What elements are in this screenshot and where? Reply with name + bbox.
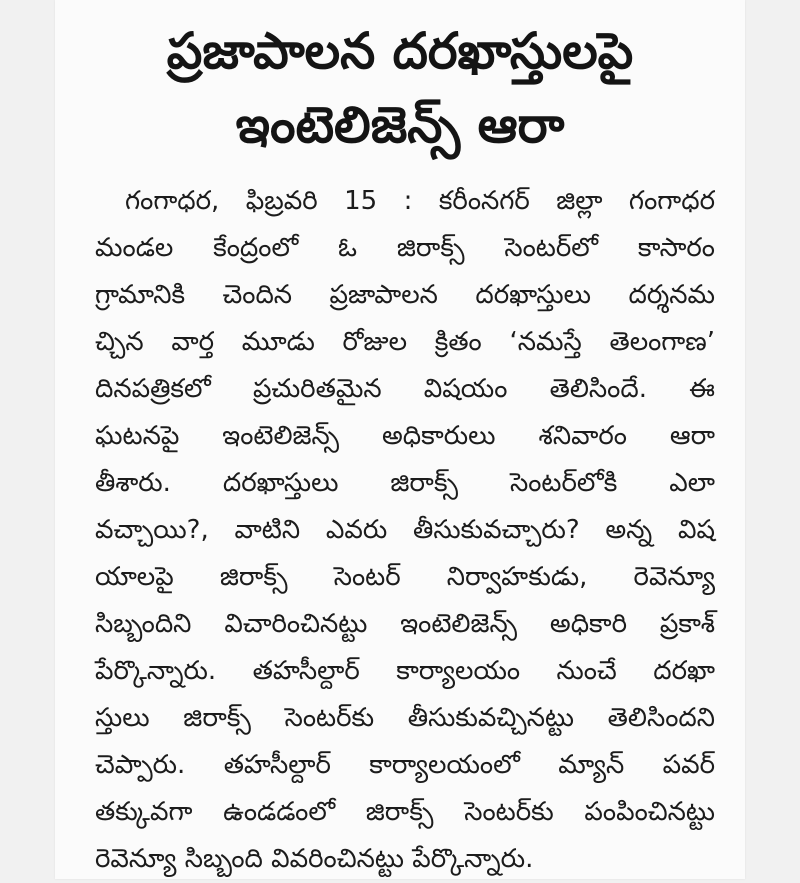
body-line: తీశారు. దరఖాస్తులు జిరాక్స్ సెంటర్‌లోకి ఎలా (95, 468, 715, 498)
body-line: చ్చిన వార్త మూడు రోజుల క్రితం ‘నమస్తే తెలంగాణ’ (95, 327, 715, 357)
body-line: స్తులు జిరాక్స్ సెంటర్‌కు తీసుకువచ్చినట్టు తెలిసిందని (95, 703, 715, 733)
body-line: చెప్పారు. తహసీల్దార్ కార్యాలయంలో మ్యాన్ పవర్ (95, 750, 715, 780)
article-body (95, 178, 715, 883)
body-line: పేర్కొన్నారు. తహసీల్దార్ కార్యాలయం నుంచే దరఖా (95, 656, 715, 686)
body-line: వచ్చాయి?, వాటిని ఎవరు తీసుకువచ్చారు? అన్న విష (95, 515, 715, 545)
body-line: రెవెన్యూ సిబ్బంది వివరించినట్టు పేర్కొన్నారు. (95, 844, 534, 874)
body-line: తక్కువగా ఉండడంలో జిరాక్స్ సెంటర్‌కు పంపించినట్టు (95, 797, 715, 827)
body-line: యాలపై జిరాక్స్ సెంటర్ నిర్వాహకుడు, రెవెన్యూ (95, 562, 715, 592)
body-line: గ్రామానికి చెందిన ప్రజాపాలన దరఖాస్తులు దర్శనమ (95, 280, 715, 310)
body-line: ఘటనపై ఇంటెలిజెన్స్ అధికారులు శనివారం ఆరా (95, 421, 715, 451)
news-clipping (55, 0, 745, 879)
headline-line-1: ప్రజాపాలన దరఖాస్తులపై (166, 22, 634, 80)
headline-line-2: ఇంటెలిజెన్స్ ఆరా (235, 96, 565, 154)
body-line: దినపత్రికలో ప్రచురితమైన విషయం తెలిసిందే. ఈ (95, 374, 715, 404)
body-line: మండల కేంద్రంలో ఓ జిరాక్స్ సెంటర్‌లో కాసారం (95, 233, 715, 263)
body-line: సిబ్బందిని విచారించినట్టు ఇంటెలిజెన్స్ అధికారి ప్రకాశ్ (95, 609, 715, 639)
body-line: గంగాధర, ఫిబ్రవరి 15 : కరీంనగర్ జిల్లా గంగాధర (125, 186, 715, 216)
